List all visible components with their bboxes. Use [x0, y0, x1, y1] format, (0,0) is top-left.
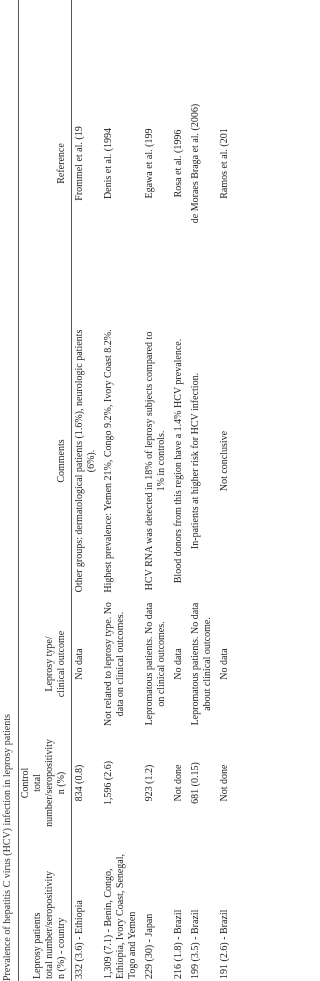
- header-line: Reference: [56, 143, 67, 184]
- cell-comments: In-patients at higher risk for HCV infection.: [190, 372, 201, 550]
- cell-control: 1,596 (2.6): [103, 760, 114, 806]
- cell-comments: Not conclusive: [219, 430, 230, 492]
- header-line: Comments: [56, 439, 67, 483]
- header-line: Leprosy type/: [44, 636, 55, 692]
- cell-reference: Rosa et al. (1996: [173, 129, 184, 198]
- cell-reference: Frommel et al. (19: [74, 126, 85, 201]
- cell-control: 834 (0.8): [74, 764, 85, 802]
- cell-patients: 199 (3.5) - Brazil: [190, 909, 201, 979]
- cell-patients: 216 (1.8) - Brazil: [173, 909, 184, 979]
- cell-control: 923 (1.2): [144, 764, 155, 802]
- cell-patients: 191 (2.6) - Brazil: [219, 909, 230, 979]
- cell-comments: Other groups: dermatological patients (1.6%), neurologic patients (6%).: [74, 329, 97, 593]
- cell-comments: Blood donors from this region have a 1.4% HCV prevalence.: [173, 338, 184, 584]
- hcv-leprosy-table: [19, 0, 233, 981]
- cell-control: 681 (0.15): [190, 762, 201, 804]
- cell-type: No data: [219, 648, 230, 680]
- cell-patients: 229 (30) - Japan: [144, 913, 155, 979]
- cell-comments: HCV RNA was detected in 18% of leprosy subjects compared to 1% in controls.: [144, 331, 167, 591]
- col-header-type: [19, 595, 71, 733]
- header-line: clinical outcome: [56, 630, 67, 698]
- cell-type: Lepromatous patients. No data about clinical outcome.: [190, 602, 213, 726]
- table-row: [216, 0, 233, 981]
- cell-reference: Denis et al. (1994: [103, 127, 114, 200]
- header-line: Leprosy patients: [32, 912, 43, 979]
- cell-control: Not done: [219, 764, 230, 802]
- header-line: Control: [20, 767, 31, 799]
- table-row: [187, 0, 216, 981]
- col-header-comments: [19, 327, 71, 595]
- table-row: [141, 0, 170, 981]
- header-line: n (%) - country: [56, 917, 67, 979]
- table-row: [71, 0, 100, 981]
- table-header: [19, 0, 71, 981]
- cell-reference: Ramos et al. (201: [219, 128, 230, 199]
- cell-type: No data: [74, 648, 85, 680]
- cell-comments: Highest prevalence: Yemen 21%, Congo 9.2%, Ivory Coast 8.2%.: [103, 329, 114, 593]
- cell-type: No data: [173, 648, 184, 680]
- col-header-control: [19, 733, 71, 833]
- cell-reference: Egawa et al. (199: [144, 128, 155, 199]
- cell-type: Lepromatous patients. No data on clinical outcomes.: [144, 602, 167, 726]
- header-line: n (%): [56, 771, 67, 795]
- cell-type: Not related to leprosy type. No data on clinical outcomes.: [103, 602, 126, 726]
- table-row: [100, 0, 141, 981]
- header-rule: [71, 0, 72, 981]
- cell-reference: de Moraes Braga et al. (2006): [190, 103, 201, 224]
- table-row: [170, 0, 187, 981]
- col-header-reference: [19, 0, 71, 327]
- header-line: total number/seropositivity: [44, 870, 55, 979]
- table-caption: Prevalence of hepatitis C virus (HCV) infection in leprosy patients: [2, 714, 13, 981]
- header-line: total number/seropositivity: [32, 739, 55, 827]
- table-body: [71, 0, 233, 981]
- col-header-patients: [19, 833, 71, 981]
- cell-control: Not done: [173, 764, 184, 802]
- cell-patients: 332 (3.6) - Ethiopia: [74, 900, 85, 979]
- cell-patients: 1,309 (7.1) - Benin, Congo, Ethiopia, Ivory Coast, Senegal, Togo and Yemen: [103, 854, 138, 979]
- header-row: [19, 0, 71, 981]
